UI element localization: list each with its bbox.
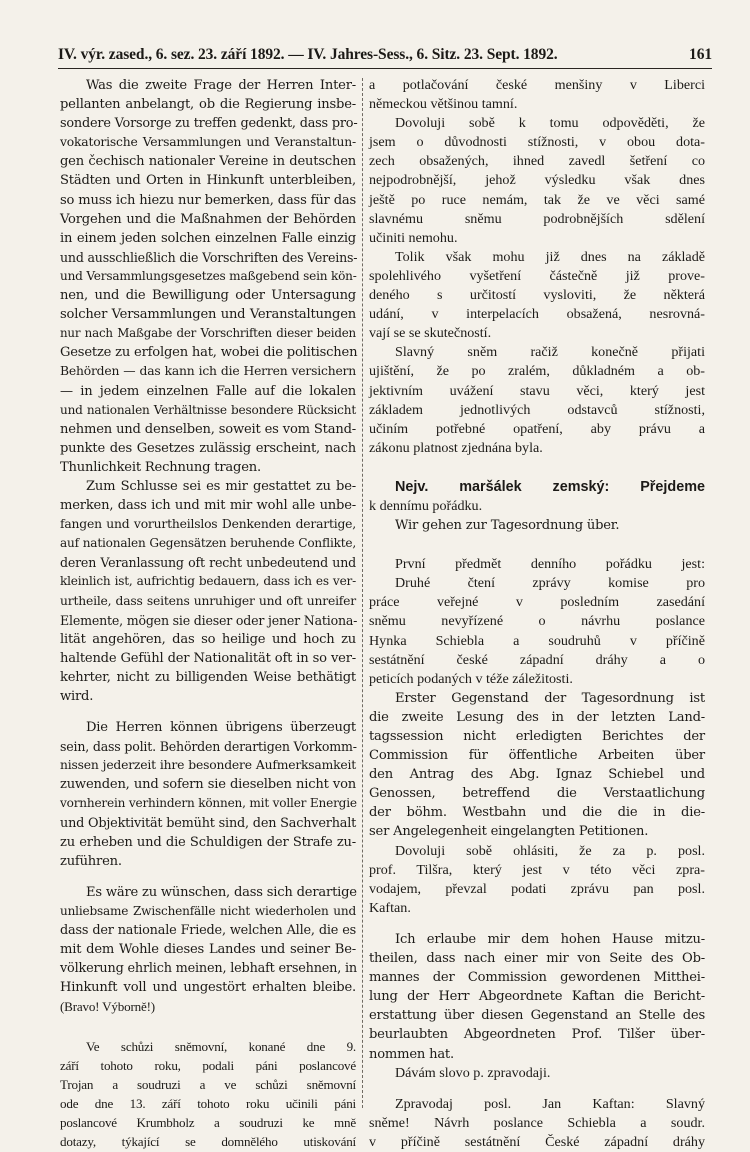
text-line: Ich erlaube mir dem hohen Hause mitzu-: [395, 931, 705, 947]
text-line: unliebsame Zwischenfälle nicht wiederholen und: [60, 903, 356, 918]
text-line: Hynka Schiebla a soudruhů v příčině: [369, 632, 705, 649]
text-line: poslancové Krumbholz a soudruzi ke mně: [60, 1114, 356, 1130]
text-line: beurlaubten Abgeordneten Prof. Tilšer über-: [369, 1027, 705, 1043]
text-line: zuwenden, und sofern sie dieselben nicht von: [60, 777, 356, 793]
text-line: zech obsažených, ihned zavedl šetření co: [369, 153, 705, 170]
text-line: — in jedem einzelnen Falle auf die lokalen: [60, 383, 356, 399]
text-line: lung der Herr Abgeordnete Kaftan die Bericht-: [369, 989, 705, 1005]
text-line: německou většinou tamní.: [369, 96, 518, 113]
text-line: (Bravo! Výborně!): [60, 999, 155, 1015]
text-line: völkerung ehrlich meinen, lebhaft ersehnen, in: [60, 961, 357, 977]
text-line: urtheile, dass seitens unruhiger und oft unreifer: [60, 593, 356, 608]
text-line: und ausschließlich die Vorschriften des Vereins-: [60, 249, 358, 265]
text-line: Wir gehen zur Tagesordnung über.: [395, 518, 620, 534]
text-line: Dávám slovo p. zpravodaji.: [395, 1064, 551, 1081]
text-line: slavnému sněmu podrobnějších sdělení: [369, 210, 705, 227]
text-line: ode dne 13. září tohoto roku učinili páni: [60, 1095, 356, 1111]
text-line: zákonu platnost zjednána byla.: [369, 439, 543, 456]
text-line: sněme! Návrh poslance Schiebla a soudr.: [369, 1114, 705, 1131]
right-column: [369, 76, 705, 1150]
text-line: theilen, dass nach einer mir von Seite des Ob-: [369, 951, 705, 967]
text-line: ještě po ruce nemám, tak že ve věci samé: [369, 191, 705, 208]
text-line: kehrter, nicht zu billigenden Weise bethätigt: [60, 669, 356, 685]
text-line: und nationalen Verhältnisse besondere Rücksicht: [60, 402, 356, 417]
text-line: und Objektivität bemüht sind, den Sachverhalt: [60, 815, 357, 831]
text-line: Dovoluji sobě k tomu odpověděti, že: [395, 115, 705, 132]
text-line: dass der nationale Friede, welchen Alle, die es: [60, 923, 356, 939]
text-line: základem jednotlivých odstavců stížnosti,: [369, 401, 705, 418]
text-line: Ve schůzi sněmovní, konané dne 9.: [86, 1038, 356, 1054]
text-line: zuführen.: [60, 853, 122, 869]
text-line: vornherein verhindern können, mit voller Energie: [60, 796, 357, 811]
text-line: v příčině sestátnění České západní dráhy: [369, 1133, 705, 1150]
text-line: und Versammlungsgesetzes maßgebend sein kön-: [60, 268, 357, 283]
text-line: deren Veranlassung oft recht unbedeutend und: [60, 555, 356, 571]
text-line: so muss ich hiezu nur bemerken, dass für das: [60, 192, 356, 208]
text-line: nur nach Maßgabe der Vorschriften dieser beiden: [60, 326, 356, 341]
text-line: září tohoto roku, podali páni poslancové: [60, 1057, 356, 1073]
text-line: Elemente, mögen sie dieser oder jener Nationa-: [60, 612, 358, 628]
text-line: prof. Tilšra, který jest v této věci zpra-: [369, 861, 705, 878]
text-line: Zpravodaj posl. Jan Kaftan: Slavný: [395, 1095, 705, 1112]
text-line: erstattung über diesen Gegenstand an Stelle des: [369, 1008, 705, 1024]
text-line: Trojan a soudruzi a ve schůzi sněmovní: [60, 1076, 356, 1092]
text-line: peticích podaných v téže záležitosti.: [369, 670, 573, 687]
text-line: dotazy, týkající se domnělého utiskování: [60, 1133, 356, 1149]
text-line: vokatorische Versammlungen und Veranstaltun-: [60, 135, 356, 150]
text-line: a potlačování české menšiny v Liberci: [369, 77, 705, 93]
text-line: Dovoluji sobě ohlásiti, že za p. posl.: [395, 842, 705, 859]
text-line: Behörden — das kann ich die Herren versichern: [60, 364, 356, 379]
text-line: Commission für öffentliche Arbeiten über: [369, 748, 705, 764]
text-line: Kaftan.: [369, 899, 411, 916]
text-line: tagssession nicht erledigten Berichtes der: [369, 729, 705, 744]
text-line: sondere Vorsorge zu treffen gedenkt, dass pro-: [60, 116, 358, 132]
text-line: Es wäre zu wünschen, dass sich derartige: [86, 884, 357, 900]
text-line: nommen hat.: [369, 1046, 454, 1062]
text-line: spolehlivého vyšetření částečně již prove-: [369, 267, 705, 284]
text-line: sněmu nevyřízené o návrhu poslance: [369, 613, 705, 630]
text-line: die zweite Lesung des in der letzten Land-: [369, 709, 705, 725]
text-line: Gesetze zu erfolgen hat, wobei die politischen: [60, 345, 358, 361]
text-line: nehmen und denselben, soweit es vom Stand-: [60, 421, 356, 437]
text-line: lität angehören, das so heilige und hoch zu: [60, 631, 356, 647]
text-line: Thunlichkeit Rechnung tragen.: [60, 459, 261, 475]
text-line: učiniti nemohu.: [369, 229, 458, 246]
text-line: ujištění, že po zralém, důkladném a ob-: [369, 363, 705, 380]
page-header: [58, 46, 712, 69]
text-line: nissen jederzeit ihre besondere Aufmerksamkeit: [60, 758, 356, 773]
text-line: deného s určitostí vysloviti, že některá: [369, 287, 705, 304]
text-line: wird.: [60, 689, 94, 704]
text-line: Zum Schlusse sei es mir gestattet zu be-: [86, 478, 356, 494]
text-line: zu erheben und die Schuldigen der Strafe zu-: [60, 834, 356, 850]
text-line: den Antrag des Abg. Ignaz Schiebel und: [369, 767, 705, 783]
text-line: mit dem Wohle dieses Landes und seiner Be-: [60, 942, 356, 958]
text-line: mannes der Commission gewordenen Mitthei-: [369, 970, 705, 986]
text-line: učiním potřebné opatření, aby právu a: [369, 420, 705, 437]
left-column: [60, 76, 358, 1149]
text-line: merken, dass ich und mit mir wohl alle unbe-: [60, 498, 356, 514]
text-line: udání, v interpelacích obsažená, nesrovná-: [369, 306, 705, 323]
text-line: ser Angelegenheit eingelangten Petitionen.: [369, 824, 649, 840]
text-line: nen, und die Bewilligung oder Untersagung: [60, 288, 356, 304]
text-line: pellanten anbelangt, ob die Regierung insbe-: [60, 97, 356, 113]
text-line: Vorgehen und die Maßnahmen der Behörden: [60, 211, 356, 227]
text-line: auf nationalen Gegensätzen beruhende Conflikte,: [60, 536, 356, 551]
text-line: haltende Gefühl der Nationalität oft in so ver-: [60, 650, 356, 666]
text-line: fangen und vorurtheilslos Denkenden derartige,: [60, 517, 356, 532]
text-line: sein, dass polit. Behörden derartigen Vorkomm-: [60, 739, 357, 755]
text-line: Tolik však mohu již dnes na základě: [395, 248, 705, 265]
text-line: solcher Versammlungen und Veranstaltungen: [60, 307, 356, 323]
text-line: jektivním uvážení stavu věci, který jest: [369, 382, 705, 399]
page-number: 161: [689, 46, 712, 63]
text-line: kleinlich ist, aufrichtig bedauern, dass ich es ver-: [60, 574, 356, 589]
text-line: vají se se skutečností.: [369, 325, 492, 342]
text-line: Hinkunft voll und ungestört erhalten bleibe.: [60, 980, 356, 996]
text-line: punkte des Gesetzes zulässig erscheint, nach: [60, 440, 356, 456]
text-line: jsem o důvodnosti stížnosti, v obou dota-: [369, 134, 705, 151]
text-line: nejpodrobnější, jehož výsledku však dnes: [369, 172, 705, 189]
text-line: Slavný sněm račiž konečně přijati: [395, 344, 705, 361]
text-line: Druhé čtení zprávy komise pro: [395, 575, 705, 592]
text-line: Nejv. maršálek zemský: Přejdeme: [395, 478, 705, 495]
text-line: gen čechisch nationaler Vereine in deutschen: [60, 154, 356, 170]
text-line: Die Herren können übrigens überzeugt: [86, 720, 356, 736]
text-line: sestátnění české západní dráhy a o: [369, 651, 705, 668]
text-line: Was die zweite Frage der Herren Inter-: [86, 78, 356, 93]
header-text: IV. výr. zased., 6. sez. 23. září 1892. — IV. Jahres-Sess., 6. Sitz. 23. Sept. 1892.: [58, 46, 558, 63]
column-divider: [362, 78, 363, 1108]
text-line: der böhm. Westbahn und die die in die-: [369, 805, 705, 821]
text-line: k dennímu pořádku.: [369, 497, 483, 514]
text-line: vodajem, převzal podati zprávu pan posl.: [369, 880, 705, 897]
text-line: in einem jeden solchen einzelnen Falle einzig: [60, 230, 356, 246]
text-line: Städten und Orten in Hinkunft unterbleiben,: [60, 173, 356, 189]
text-line: Genossen, betreffend die Verstaatlichung: [369, 786, 705, 802]
text-line: práce veřejné v posledním zasedání: [369, 594, 705, 611]
text-line: První předmět denního pořádku jest:: [395, 556, 705, 573]
text-line: Erster Gegenstand der Tagesordnung ist: [395, 690, 705, 706]
